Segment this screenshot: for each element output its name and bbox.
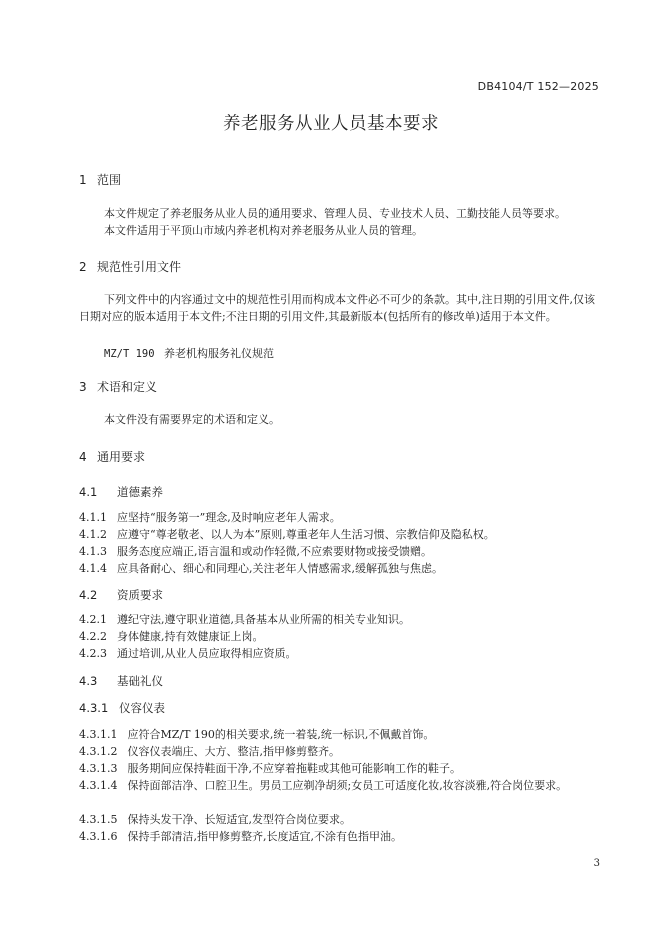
- clause-number: 4.3.1.5: [79, 813, 118, 826]
- clause-item: [79, 645, 602, 662]
- clause-number: 4.3.1.1: [79, 728, 118, 741]
- clause-text: 应坚持“服务第一”理念,及时响应老年人需求。: [117, 511, 341, 524]
- clause-text: 保持头发干净、长短适宜,发型符合岗位要求。: [127, 813, 351, 826]
- subsection-4-2-heading: [79, 587, 163, 603]
- clause-item: [79, 726, 602, 743]
- clause-item: [79, 543, 602, 560]
- subsection-number: 4.2: [79, 588, 98, 602]
- subsection-4-3-heading: [79, 673, 163, 689]
- section-number: 1: [79, 173, 87, 187]
- clause-text: 服务态度应端正,语言温和或动作轻微,不应索要财物或接受馈赠。: [117, 545, 432, 558]
- subsection-title: 道德素养: [117, 485, 163, 499]
- paragraph: 下列文件中的内容通过文中的规范性引用而构成本文件必不可少的条款。其中,注日期的引用文件,仅该日期对应的版本适用于本文件;不注日期的引用文件,其最新版本(包括所有的修改单)适用于本文件。: [79, 293, 595, 323]
- section-title: 术语和定义: [97, 380, 158, 394]
- clause-number: 4.2.1: [79, 613, 107, 626]
- clause-item: [79, 828, 602, 845]
- clause-number: 4.1.4: [79, 562, 107, 575]
- clause-item: [79, 777, 602, 794]
- clause-item: [79, 526, 602, 543]
- clause-item: [79, 628, 602, 645]
- section-2-heading: [79, 258, 181, 275]
- clause-item: [79, 509, 602, 526]
- document-title: 养老服务从业人员基本要求: [223, 114, 439, 134]
- clause-item: [79, 560, 602, 577]
- clause-text: 仪容仪表端庄、大方、整洁,指甲修剪整齐。: [127, 745, 340, 758]
- clause-item: [79, 743, 602, 760]
- clause-number: 4.2.3: [79, 647, 107, 660]
- clause-text: 身体健康,持有效健康证上岗。: [117, 630, 264, 643]
- clause-text: 应遵守“尊老敬老、以人为本”原则,尊重老年人生活习惯、宗教信仰及隐私权。: [117, 528, 495, 541]
- reference-title: 养老机构服务礼仪规范: [164, 347, 274, 360]
- section-title: 范围: [97, 173, 122, 187]
- section-1-heading: [79, 171, 121, 188]
- section-4-heading: [79, 448, 145, 465]
- clause-number: 4.3.1.6: [79, 830, 118, 843]
- clause-text: 通过培训,从业人员应取得相应资质。: [117, 647, 297, 660]
- page-number: 3: [593, 858, 600, 869]
- section-number: 4: [79, 450, 87, 464]
- clause-text: 保持手部清洁,指甲修剪整齐,长度适宜,不涂有色指甲油。: [127, 830, 402, 843]
- subsection-number: 4.1: [79, 485, 98, 499]
- clause-number: 4.3.1.3: [79, 762, 118, 775]
- clause-text: 遵纪守法,遵守职业道德,具备基本从业所需的相关专业知识。: [117, 613, 410, 626]
- clause-text: 保持面部洁净、口腔卫生。男员工应剃净胡须;女员工可适度化妆,妆容淡雅,符合岗位要求。: [127, 779, 568, 792]
- clause-item: [79, 760, 602, 777]
- subsection-4-3-1-heading: [79, 700, 165, 716]
- paragraph: 本文件适用于平顶山市域内养老机构对养老服务从业人员的管理。: [104, 224, 423, 237]
- clause-text: 应符合MZ/T 190的相关要求,统一着装,统一标识,不佩戴首饰。: [127, 728, 435, 741]
- clause-item: [79, 811, 602, 828]
- clause-number: 4.3.1.2: [79, 745, 118, 758]
- reference-code: MZ/T 190: [104, 348, 155, 360]
- normative-reference: [104, 345, 274, 361]
- subsection-4-1-heading: [79, 484, 163, 500]
- section-title: 通用要求: [97, 450, 146, 464]
- subsection-title: 基础礼仪: [117, 674, 163, 688]
- clause-item: [79, 611, 602, 628]
- subsection-title: 仪容仪表: [119, 701, 165, 715]
- clause-number: 4.2.2: [79, 630, 107, 643]
- standard-number: DB4104/T 152—2025: [477, 80, 599, 93]
- clause-number: 4.1.3: [79, 545, 107, 558]
- section-number: 3: [79, 380, 87, 394]
- clause-text: 服务期间应保持鞋面干净,不应穿着拖鞋或其他可能影响工作的鞋子。: [127, 762, 461, 775]
- paragraph: 本文件规定了养老服务从业人员的通用要求、管理人员、专业技术人员、工勤技能人员等要求。: [104, 207, 566, 220]
- clause-number: 4.1.2: [79, 528, 107, 541]
- clause-number: 4.1.1: [79, 511, 107, 524]
- clause-text: 应具备耐心、细心和同理心,关注老年人情感需求,缓解孤独与焦虑。: [117, 562, 443, 575]
- subsection-number: 4.3.1: [79, 701, 109, 715]
- paragraph: 本文件没有需要界定的术语和定义。: [104, 413, 280, 426]
- section-title: 规范性引用文件: [97, 260, 182, 274]
- section-number: 2: [79, 260, 87, 274]
- subsection-title: 资质要求: [117, 588, 163, 602]
- section-3-heading: [79, 378, 157, 395]
- subsection-number: 4.3: [79, 674, 98, 688]
- clause-number: 4.3.1.4: [79, 779, 118, 792]
